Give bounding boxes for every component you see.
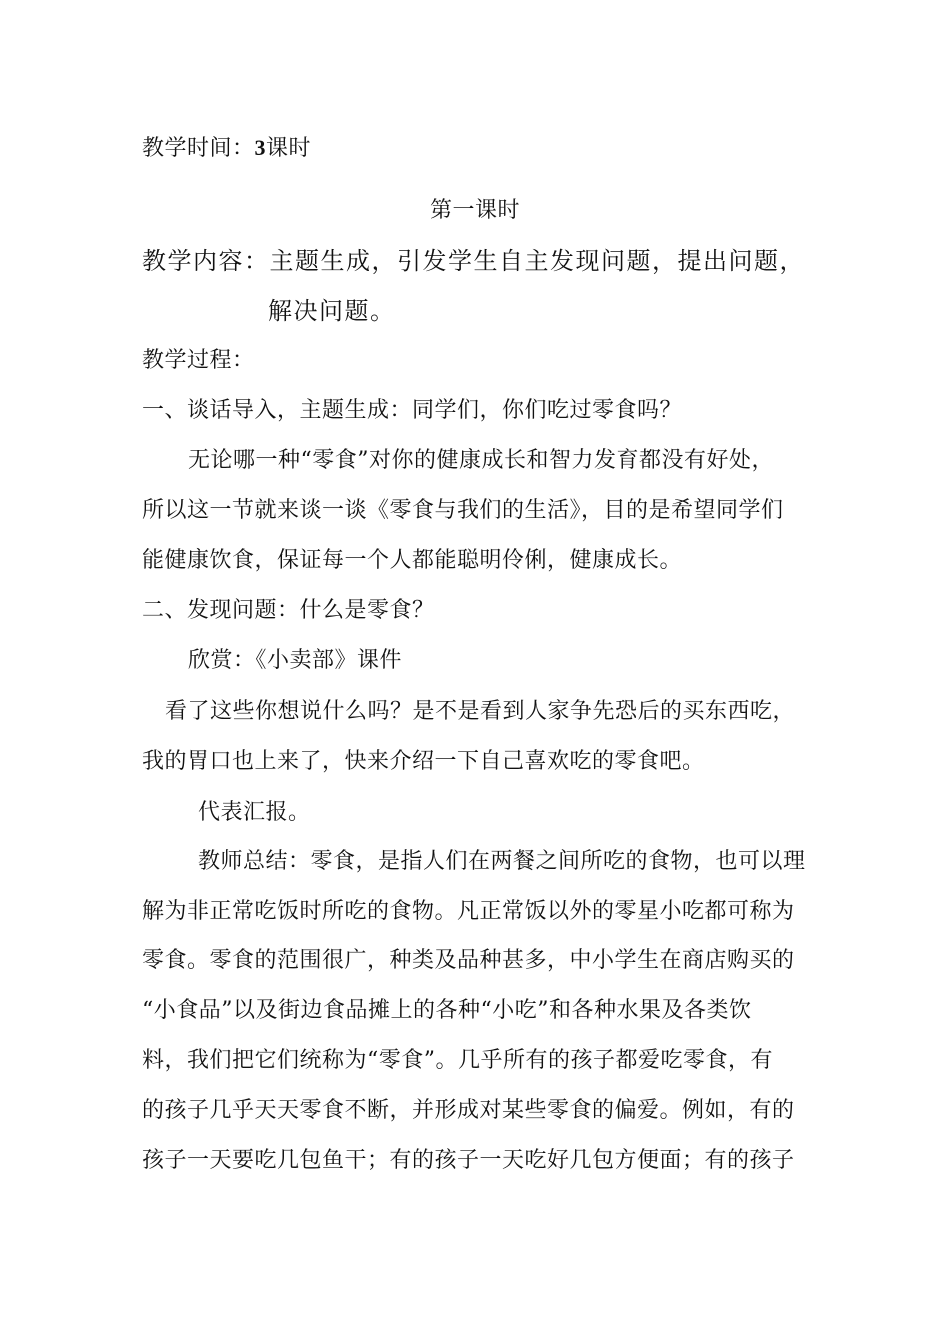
summary-line: 料，我们把它们统称为“零食”。几乎所有的孩子都爱吃零食，有	[142, 1048, 773, 1073]
section1-paragraph-line: 无论哪一种“零食”对你的健康成长和智力发育都没有好处，	[188, 448, 774, 473]
summary-line: 零食。零食的范围很广，种类及品种甚多，中小学生在商店购买的	[142, 948, 795, 973]
teaching-content-line1: 主题生成，引发学生自主发现问题，提出问题，	[269, 247, 805, 275]
lesson-title: 第一课时	[429, 198, 520, 223]
section1-heading: 一、谈话导入，主题生成：同学们，你们吃过零食吗？	[142, 398, 683, 423]
summary-line: 的孩子几乎天天零食不断，并形成对某些零食的偏爱。例如，有的	[142, 1098, 795, 1123]
report-line: 代表汇报。	[198, 800, 311, 825]
summary-line: 孩子一天要吃几包鱼干；有的孩子一天吃好几包方便面；有的孩子	[142, 1148, 795, 1173]
section2-heading: 二、发现问题：什么是零食？	[142, 598, 435, 623]
teaching-content-line2: 解决问题。	[268, 297, 396, 325]
section1-paragraph-line: 所以这一节就来谈一谈《零食与我们的生活》，目的是希望同学们	[142, 498, 784, 523]
teaching-time-unit: 课时	[266, 136, 312, 161]
question-line: 看了这些你想说什么吗？是不是看到人家争先恐后的买东西吃，	[165, 699, 796, 724]
process-label: 教学过程：	[142, 348, 255, 373]
teaching-content-label: 教学内容：	[142, 247, 270, 275]
summary-line: 教师总结：零食，是指人们在两餐之间所吃的食物，也可以理	[198, 849, 806, 874]
teaching-time	[142, 133, 311, 164]
teaching-time-value: 3	[254, 135, 267, 160]
question-line: 我的胃口也上来了，快来介绍一下自己喜欢吃的零食吧。	[142, 749, 705, 774]
appreciate-line: 欣赏：《小卖部》课件	[188, 648, 403, 673]
teaching-content	[142, 246, 805, 276]
summary-line: “小食品”以及街边食品摊上的各种“小吃”和各种水果及各类饮	[142, 998, 752, 1023]
section1-paragraph-line: 能健康饮食，保证每一个人都能聪明伶俐，健康成长。	[142, 548, 683, 573]
teaching-time-label: 教学时间：	[142, 136, 255, 161]
summary-line: 解为非正常吃饭时所吃的食物。凡正常饭以外的零星小吃都可称为	[142, 899, 795, 924]
